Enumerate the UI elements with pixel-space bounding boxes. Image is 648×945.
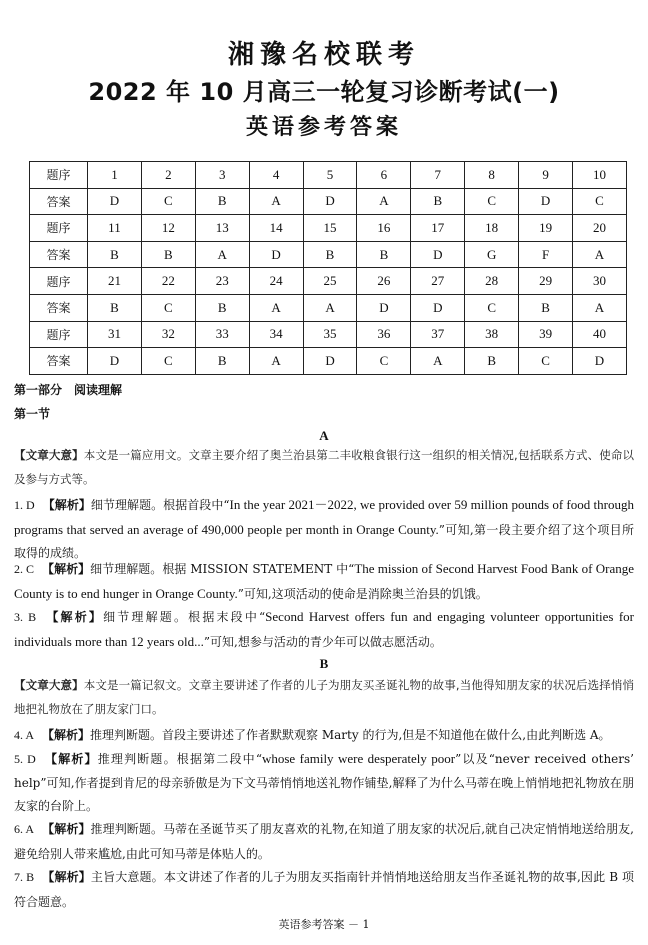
question-number-cell: 32 <box>141 321 195 348</box>
passage-a-summary <box>14 444 634 491</box>
question-number-cell: 26 <box>357 268 411 295</box>
answer-cell: A <box>249 348 303 375</box>
answer-cell: B <box>303 241 357 268</box>
question-number-cell: 14 <box>249 215 303 242</box>
answer-cell: A <box>573 294 627 321</box>
explanation-tag: 【解析】 <box>42 822 91 836</box>
quoted-english: In the year 2021－2022, we provided over 59 million pounds of food through programs that served an average of 490,000 people per month in Orange County. <box>14 497 634 537</box>
answer-cell: D <box>303 188 357 215</box>
answer-cell: F <box>519 241 573 268</box>
answer-cell: C <box>141 188 195 215</box>
answer-row <box>30 348 627 375</box>
answer-cell: A <box>249 188 303 215</box>
summary-tag: 【文章大意】 <box>14 448 84 462</box>
answer-cell: B <box>357 241 411 268</box>
item-number: 2. C <box>14 562 35 576</box>
question-row <box>30 268 627 295</box>
question-number-cell: 40 <box>573 321 627 348</box>
question-number-cell: 3 <box>195 162 249 189</box>
answer-cell: G <box>465 241 519 268</box>
explanation-text: 细节理解题。根据首段中“ <box>90 498 230 512</box>
passage-b-label: B <box>319 656 329 671</box>
explanation-tag: 【解析】 <box>42 728 91 742</box>
question-number-cell: 10 <box>573 162 627 189</box>
answer-explanation <box>14 493 634 566</box>
question-number-cell: 15 <box>303 215 357 242</box>
answer-cell: D <box>249 241 303 268</box>
explanation-tag: 【解析】 <box>42 562 91 576</box>
answer-cell: D <box>88 188 142 215</box>
answer-key-title: 英语参考答案 <box>245 115 402 140</box>
question-row-label: 题序 <box>30 162 88 189</box>
question-number-cell: 16 <box>357 215 411 242</box>
question-number-cell: 22 <box>141 268 195 295</box>
explanation-text-cont: ”以及“never received others’ help”可知,作者提到肯尼的母亲骄傲是为下文马蒂悄悄地送礼物作铺垫,解释了为什么马蒂在晚上悄悄地把礼物放在朋友家的台阶上。 <box>14 752 634 813</box>
quoted-english: The mission of Second Harvest Food Bank of Orange County is to end hunger in Orange County. <box>14 561 634 601</box>
question-number-cell: 4 <box>249 162 303 189</box>
quoted-english: Second Harvest offers fun and engaging volunteer opportunities for individuals more than 12 years old... <box>14 609 634 649</box>
question-number-cell: 19 <box>519 215 573 242</box>
item-number: 5. D <box>14 752 36 766</box>
answer-row-label: 答案 <box>30 294 88 321</box>
answer-row <box>30 188 627 215</box>
answer-explanation <box>14 818 634 866</box>
question-number-cell: 7 <box>411 162 465 189</box>
answer-explanation <box>14 605 634 654</box>
question-number-cell: 33 <box>195 321 249 348</box>
question-number-cell: 23 <box>195 268 249 295</box>
question-number-cell: 24 <box>249 268 303 295</box>
quoted-english: whose family were desperately poor <box>261 751 456 766</box>
answer-cell: D <box>411 294 465 321</box>
item-number: 6. A <box>14 822 35 836</box>
question-number-cell: 34 <box>249 321 303 348</box>
question-number-cell: 20 <box>573 215 627 242</box>
answer-cell: C <box>141 348 195 375</box>
explanation-text: 主旨大意题。本文讲述了作者的儿子为朋友买指南针并悄悄地送给朋友当作圣诞礼物的故事,因此 B 项符合题意。 <box>14 870 634 909</box>
section-heading: 第一节 <box>14 407 51 421</box>
answer-row <box>30 294 627 321</box>
answer-row-label: 答案 <box>30 348 88 375</box>
explanation-text: 推理判断题。根据第二段中“ <box>97 752 262 766</box>
explanation-tag: 【解析】 <box>43 752 98 766</box>
question-number-cell: 11 <box>88 215 142 242</box>
summary-text: 本文是一篇应用文。文章主要介绍了奥兰治县第二丰收粮食银行这一组织的相关情况,包括联系方式、使命以及参与方式等。 <box>14 448 635 486</box>
question-row-label: 题序 <box>30 321 88 348</box>
answer-cell: B <box>411 188 465 215</box>
question-number-cell: 29 <box>519 268 573 295</box>
answer-cell: D <box>573 348 627 375</box>
item-number: 1. D <box>14 498 35 512</box>
answer-cell: C <box>573 188 627 215</box>
answer-explanation <box>14 866 634 914</box>
answer-cell: C <box>465 294 519 321</box>
answer-table <box>29 161 627 375</box>
answer-explanation <box>14 723 634 748</box>
answer-explanation <box>14 747 634 819</box>
answer-cell: B <box>465 348 519 375</box>
question-number-cell: 8 <box>465 162 519 189</box>
answer-cell: A <box>195 241 249 268</box>
question-number-cell: 6 <box>357 162 411 189</box>
question-number-cell: 1 <box>88 162 142 189</box>
question-number-cell: 17 <box>411 215 465 242</box>
answer-cell: D <box>519 188 573 215</box>
question-number-cell: 21 <box>88 268 142 295</box>
answer-cell: D <box>357 294 411 321</box>
answer-cell: A <box>249 294 303 321</box>
answer-cell: B <box>88 241 142 268</box>
answer-cell: C <box>357 348 411 375</box>
question-row <box>30 321 627 348</box>
answer-row-label: 答案 <box>30 241 88 268</box>
question-number-cell: 39 <box>519 321 573 348</box>
answer-cell: B <box>195 294 249 321</box>
answer-cell: A <box>573 241 627 268</box>
answer-cell: B <box>195 348 249 375</box>
question-number-cell: 2 <box>141 162 195 189</box>
explanation-text-cont: ”可知,第一段主要介绍了这个项目所取得的成绩。 <box>14 522 635 560</box>
explanation-tag: 【解析】 <box>42 498 91 512</box>
answer-cell: C <box>141 294 195 321</box>
answer-row-label: 答案 <box>30 188 88 215</box>
answer-cell: A <box>411 348 465 375</box>
exam-org-title: 湘豫名校联考 <box>227 40 420 70</box>
passage-a-label: A <box>319 428 329 443</box>
explanation-tag: 【解析】 <box>44 610 104 624</box>
question-number-cell: 36 <box>357 321 411 348</box>
exam-name-title: 2022 年 10 月高三一轮复习诊断考试(一) <box>88 78 560 106</box>
question-number-cell: 13 <box>195 215 249 242</box>
question-number-cell: 31 <box>88 321 142 348</box>
question-row <box>30 162 627 189</box>
summary-text: 本文是一篇记叙文。文章主要讲述了作者的儿子为朋友买圣诞礼物的故事,当他得知朋友家的状况后选择悄悄地把礼物放在了朋友家门口。 <box>14 678 635 716</box>
answer-cell: A <box>303 294 357 321</box>
answer-cell: B <box>141 241 195 268</box>
answer-row <box>30 241 627 268</box>
answer-explanation <box>14 557 634 606</box>
answer-cell: D <box>88 348 142 375</box>
item-number: 7. B <box>14 870 35 884</box>
summary-tag: 【文章大意】 <box>14 678 84 692</box>
question-number-cell: 27 <box>411 268 465 295</box>
question-number-cell: 38 <box>465 321 519 348</box>
passage-b-summary <box>14 674 634 721</box>
answer-cell: C <box>465 188 519 215</box>
answer-cell: D <box>303 348 357 375</box>
question-number-cell: 25 <box>303 268 357 295</box>
explanation-text: 推理判断题。首段主要讲述了作者默默观察 Marty 的行为,但是不知道他在做什么,由此判断选 A。 <box>90 728 611 742</box>
explanation-text: 细节理解题。根据 MISSION STATEMENT 中“ <box>90 562 355 576</box>
item-number: 3. B <box>14 610 37 624</box>
question-row <box>30 215 627 242</box>
question-number-cell: 5 <box>303 162 357 189</box>
answer-cell: B <box>195 188 249 215</box>
explanation-text: 推理判断题。马蒂在圣诞节买了朋友喜欢的礼物,在知道了朋友家的状况后,就自己决定悄悄地送给朋友,避免给别人带来尴尬,由此可知马蒂是体贴人的。 <box>14 822 634 861</box>
question-number-cell: 37 <box>411 321 465 348</box>
explanation-text-cont: ”可知,这项活动的使命是消除奥兰治县的饥饿。 <box>237 586 488 601</box>
page-footer: 英语参考答案 － 1 <box>278 918 370 931</box>
question-number-cell: 30 <box>573 268 627 295</box>
item-number: 4. A <box>14 728 35 742</box>
explanation-tag: 【解析】 <box>42 870 91 884</box>
question-number-cell: 9 <box>519 162 573 189</box>
question-number-cell: 28 <box>465 268 519 295</box>
part-heading: 第一部分 阅读理解 <box>14 383 123 397</box>
answer-cell: B <box>88 294 142 321</box>
question-number-cell: 18 <box>465 215 519 242</box>
question-row-label: 题序 <box>30 215 88 242</box>
question-number-cell: 35 <box>303 321 357 348</box>
answer-cell: D <box>411 241 465 268</box>
explanation-text-cont: ”可知,想参与活动的青少年可以做志愿活动。 <box>203 634 442 649</box>
answer-cell: A <box>357 188 411 215</box>
question-number-cell: 12 <box>141 215 195 242</box>
answer-cell: C <box>519 348 573 375</box>
answer-cell: B <box>519 294 573 321</box>
question-row-label: 题序 <box>30 268 88 295</box>
explanation-text: 细节理解题。根据末段中“ <box>103 610 266 624</box>
